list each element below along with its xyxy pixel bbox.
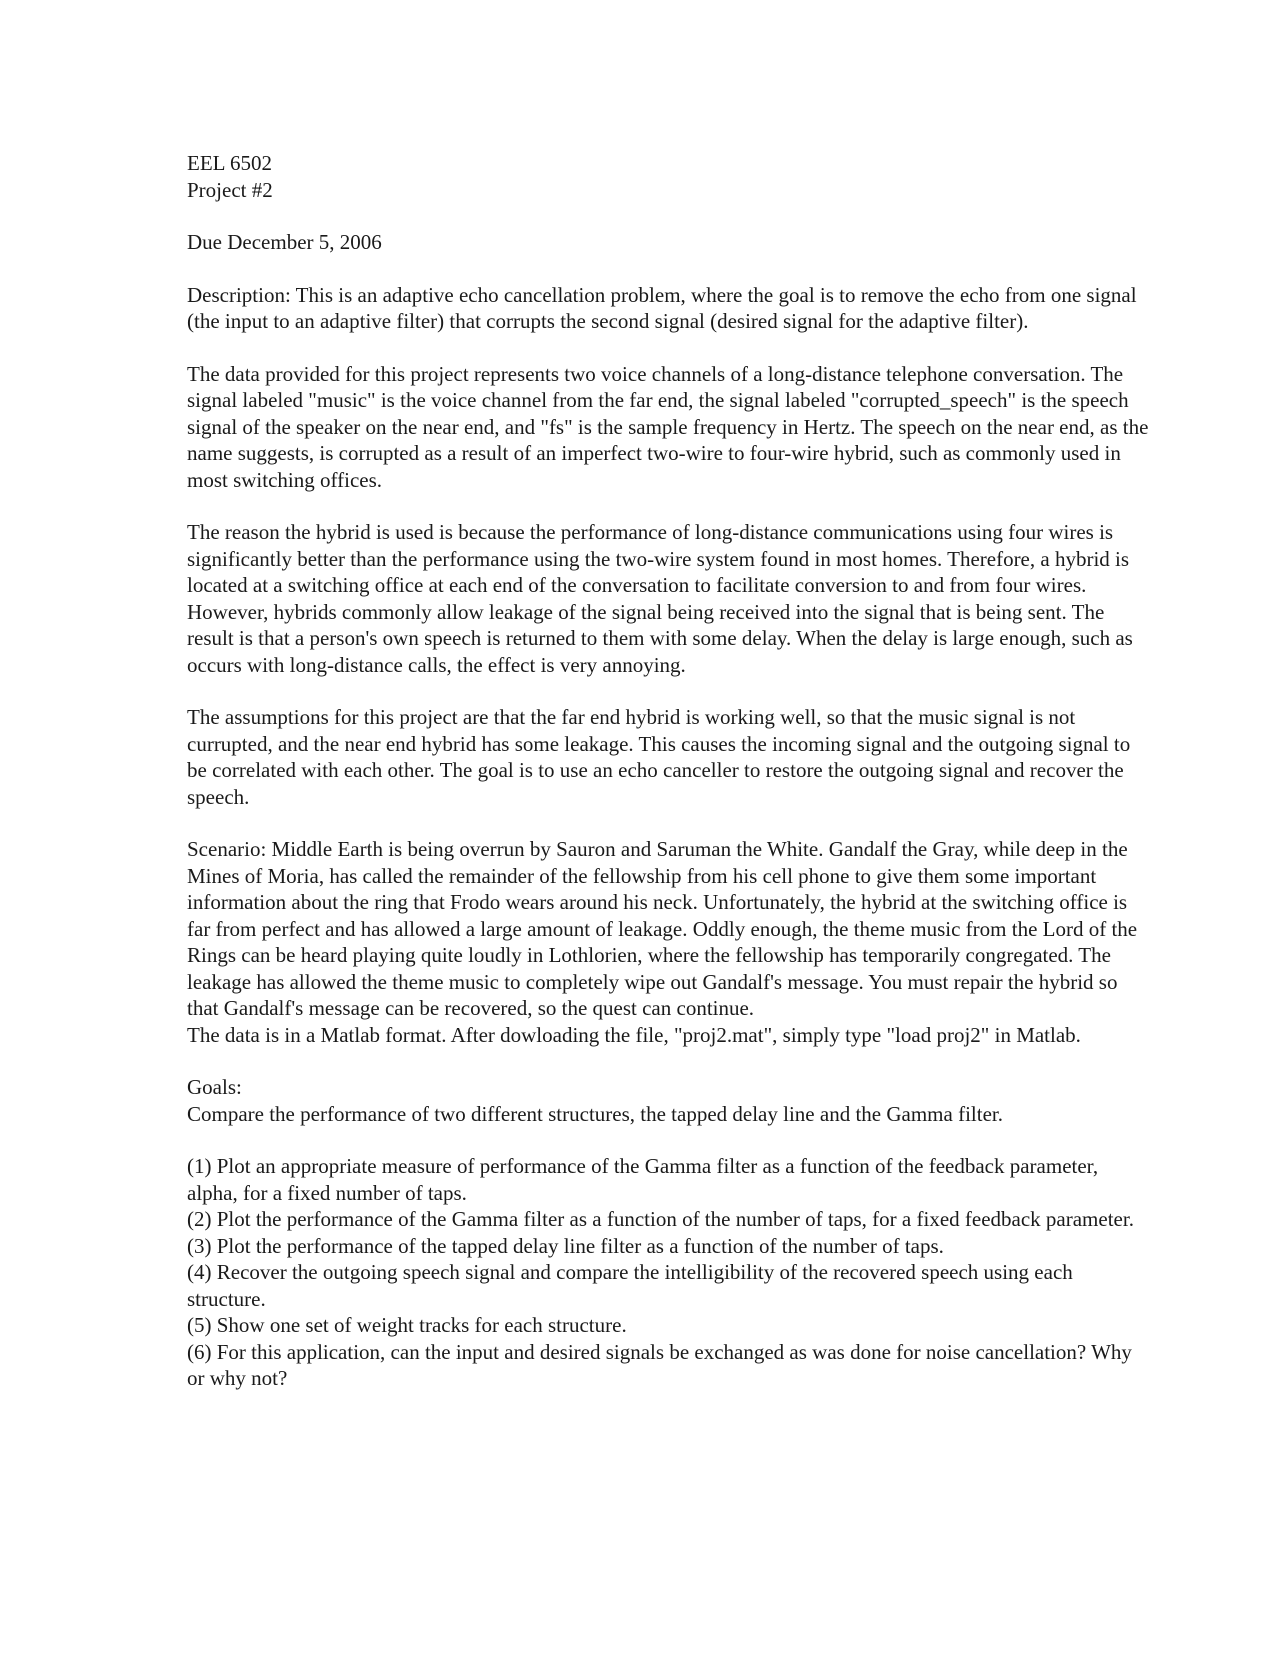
spacer [187, 1048, 1247, 1074]
description-paragraph: Description: This is an adaptive echo cancellation problem, where the goal is to remove the echo from one signal (the input to an adaptive filter) that corrupts the second signal (desired signal for the adaptive filter). [187, 282, 1137, 333]
spacer [187, 335, 1247, 361]
spacer [187, 1127, 1247, 1153]
spacer [187, 810, 1247, 836]
reason-paragraph: The reason the hybrid is used is because the performance of long-distance communications using four wires is significantly better than the performance using the two-wire system found in most homes. Therefore, a hybrid is located at a switching office at each end of the conversation to facilitate conversion to and from four wires. However, hybrids commonly allow leakage of the signal being received into the signal that is being sent. The result is that a person's own speech is returned to them with some delay. When the delay is large enough, such as occurs with long-distance calls, the effect is very annoying. [187, 520, 1133, 677]
course-code: EEL 6502 [187, 151, 272, 175]
spacer [187, 203, 1247, 229]
spacer [187, 678, 1247, 704]
goals-heading: Goals: [187, 1075, 242, 1099]
spacer [187, 493, 1247, 519]
goal-item: (2) Plot the performance of the Gamma filter as a function of the number of taps, for a fixed feedback parameter. [187, 1207, 1134, 1231]
goal-item: (4) Recover the outgoing speech signal and compare the intelligibility of the recovered speech using each structure. [187, 1260, 1073, 1311]
data-format-paragraph: The data is in a Matlab format. After dowloading the file, "proj2.mat", simply type "load proj2" in Matlab. [187, 1022, 1081, 1047]
spacer [187, 256, 1247, 282]
due-date: Due December 5, 2006 [187, 230, 382, 254]
goals-intro: Compare the performance of two different structures, the tapped delay line and the Gamma filter. [187, 1101, 1003, 1126]
data-paragraph: The data provided for this project represents two voice channels of a long-distance telephone conversation. The signal labeled "music" is the voice channel from the far end, the signal labeled "corrupted_speech" is the speech signal of the speaker on the near end, and "fs" is the sample frequency in Hertz. The speech on the near end, as the name suggests, is corrupted as a result of an imperfect two-wire to four-wire hybrid, such as commonly used in most switching offices. [187, 361, 1149, 492]
goal-item: (6) For this application, can the input and desired signals be exchanged as was done for noise cancellation? Why or why not? [187, 1339, 1132, 1390]
goal-item: (5) Show one set of weight tracks for each structure. [187, 1313, 627, 1337]
goal-item: (3) Plot the performance of the tapped delay line filter as a function of the number of taps. [187, 1233, 944, 1258]
scenario-paragraph: Scenario: Middle Earth is being overrun by Sauron and Saruman the White. Gandalf the Gray, while deep in the Mines of Moria, has called the remainder of the fellowship from his cell phone to give them some important information about the ring that Frodo wears around his neck. Unfortunately, the hybrid at the switching office is far from perfect and has allowed a large amount of leakage. Oddly enough, the theme music from the Lord of the Rings can be heard playing quite loudly in Lothlorien, where the fellowship has temporarily congregated. The leakage has allowed the theme music to completely wipe out Gandalf's message. You must repair the hybrid so that Gandalf's message can be recovered, so the quest can continue. [187, 837, 1138, 1020]
document-page [187, 150, 1247, 1392]
project-number: Project #2 [187, 177, 273, 202]
goal-item: (1) Plot an appropriate measure of performance of the Gamma filter as a function of the feedback parameter, alpha, for a fixed number of taps. [187, 1154, 1099, 1205]
assumptions-paragraph: The assumptions for this project are that the far end hybrid is working well, so that the music signal is not currupted, and the near end hybrid has some leakage. This causes the incoming signal and the outgoing signal to be correlated with each other. The goal is to use an echo canceller to restore the outgoing signal and recover the speech. [187, 705, 1131, 809]
